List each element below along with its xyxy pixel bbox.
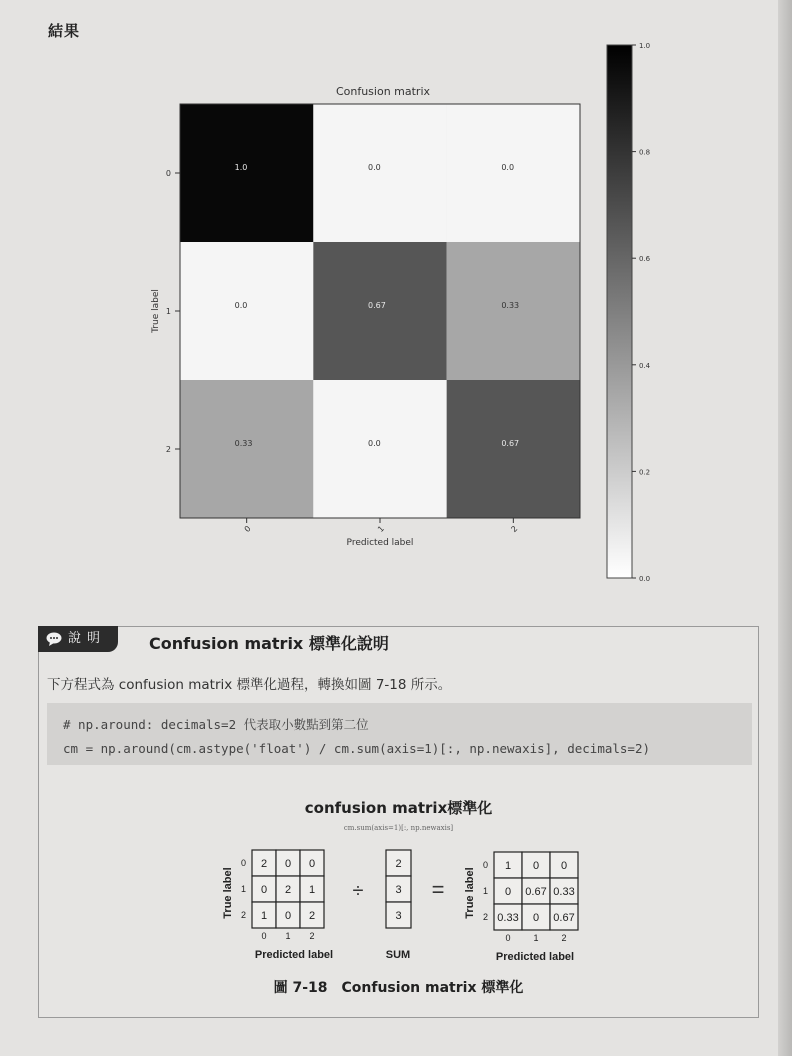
cell-value-label-0-2: 0.0: [501, 163, 515, 172]
y-tick-label-2: 2: [165, 445, 171, 454]
equals-symbol: =: [431, 877, 445, 902]
normalized-matrix-row-label-2: 2: [482, 912, 488, 922]
note-box: [38, 626, 759, 1018]
colorbar-tick-label-4: 0.8: [639, 148, 651, 157]
predicted-label-right: Predicted label: [495, 951, 575, 963]
predicted-label-left: Predicted label: [254, 949, 334, 961]
note-description: 下方程式為 confusion matrix 標準化過程，轉換如圖 7-18 所示。: [47, 677, 452, 693]
sum-label: SUM: [385, 949, 411, 961]
sum-vector-cell-value-1-0: 3: [395, 884, 402, 896]
x-tick-label-0: 0: [242, 524, 253, 535]
y-tick-label-1: 1: [165, 307, 171, 316]
chart-title: Confusion matrix: [335, 85, 431, 98]
divide-symbol: ÷: [352, 880, 364, 902]
sum-vector-cell-value-0-0: 2: [395, 858, 402, 870]
normalized-matrix-cell-value-2-0: 0.33: [497, 912, 519, 924]
y-axis-label: True label: [151, 289, 161, 333]
figure-title: confusion matrix標準化: [304, 799, 493, 817]
count-matrix-cell-value-0-2: 0: [308, 858, 316, 870]
normalized-matrix-col-label-2: 2: [561, 933, 567, 943]
cell-value-label-0-1: 0.0: [368, 163, 381, 172]
normalization-diagram: [39, 627, 758, 1017]
count-matrix-row-label-2: 2: [240, 910, 246, 920]
heatmap-cell-2-2: [447, 380, 580, 518]
code-line: cm = np.around(cm.astype('float') / cm.sum(axis=1)[:, np.newaxis], decimals=2): [63, 741, 650, 756]
normalized-matrix-cell-value-1-1: 0.67: [525, 886, 547, 898]
true-label-right: True label: [464, 867, 476, 919]
normalized-matrix-cell-value-0-2: 0: [560, 860, 568, 872]
count-matrix-cell-value-2-2: 2: [308, 910, 316, 922]
cell-value-label-2-0: 0.33: [234, 439, 253, 448]
colorbar-tick-label-2: 0.4: [639, 361, 651, 370]
colorbar: [607, 45, 632, 578]
heatmap-cell-2-0: [180, 380, 313, 518]
count-matrix-col-label-2: 2: [309, 931, 315, 941]
normalized-matrix-cell-value-2-1: 0: [532, 912, 540, 924]
normalized-matrix-col-label-0: 0: [505, 933, 511, 943]
heatmap-cell-1-2: [447, 242, 580, 380]
note-tag-label: 說明: [68, 631, 107, 646]
cell-value-label-1-1: 0.67: [368, 301, 386, 310]
count-matrix-row-label-1: 1: [240, 884, 246, 894]
cell-value-label-2-1: 0.0: [368, 439, 381, 448]
normalized-matrix-cell-value-0-1: 0: [532, 860, 540, 872]
count-matrix-col-label-0: 0: [261, 931, 267, 941]
heatmap-cell-1-1: [313, 242, 446, 380]
heatmap-cell-0-2: [447, 104, 580, 242]
normalized-matrix-row-label-0: 0: [482, 860, 488, 870]
count-matrix-cell-value-1-1: 2: [284, 884, 292, 896]
count-matrix-cell-value-2-1: 0: [284, 910, 292, 922]
sum-vector-cell-value-2-0: 3: [395, 910, 402, 922]
true-label-left: True label: [222, 867, 234, 919]
cell-value-label-1-0: 0.0: [234, 301, 248, 310]
heatmap-cell-0-0: [180, 104, 313, 242]
colorbar-tick-label-1: 0.2: [639, 468, 651, 477]
cell-value-label-2-2: 0.67: [501, 439, 520, 448]
normalized-matrix-col-label-1: 1: [533, 933, 539, 943]
normalized-matrix-cell-value-2-2: 0.67: [553, 912, 575, 924]
colorbar-tick-label-5: 1.0: [639, 42, 651, 50]
figure-caption: 圖 7-18 Confusion matrix 標準化: [273, 980, 524, 996]
heatmap-cell-1-0: [180, 242, 313, 380]
count-matrix-row-label-0: 0: [240, 858, 246, 868]
normalized-matrix-row-label-1: 1: [482, 886, 488, 896]
figure-subcaption: cm.sum(axis=1)[:, np.newaxis]: [343, 824, 454, 832]
count-matrix-cell-value-1-2: 1: [308, 884, 316, 896]
cell-value-label-0-0: 1.0: [234, 163, 248, 172]
normalized-matrix-cell-value-0-0: 1: [504, 860, 512, 872]
note-title: Confusion matrix 標準化說明: [149, 634, 389, 653]
x-tick-label-1: 1: [376, 524, 387, 535]
heatmap-cell-0-1: [313, 104, 446, 242]
count-matrix-cell-value-2-0: 1: [260, 910, 268, 922]
normalized-matrix-cell-value-1-0: 0: [504, 886, 512, 898]
colorbar-tick-label-3: 0.6: [639, 255, 651, 264]
y-tick-label-0: 0: [165, 169, 171, 178]
count-matrix-cell-value-0-1: 0: [284, 858, 292, 870]
section-heading: 結果: [48, 22, 81, 40]
count-matrix-cell-value-0-0: 2: [260, 858, 268, 870]
normalized-matrix-cell-value-1-2: 0.33: [553, 886, 575, 898]
count-matrix-col-label-1: 1: [285, 931, 291, 941]
colorbar-tick-label-0: 0.0: [639, 575, 651, 583]
x-axis-label: Predicted label: [346, 538, 414, 548]
x-tick-label-2: 2: [509, 524, 520, 535]
heatmap-cell-2-1: [313, 380, 446, 518]
code-line: # np.around: decimals=2 代表取小數點到第二位: [63, 717, 369, 732]
cell-value-label-1-2: 0.33: [501, 301, 520, 310]
count-matrix-cell-value-1-0: 0: [260, 884, 268, 896]
